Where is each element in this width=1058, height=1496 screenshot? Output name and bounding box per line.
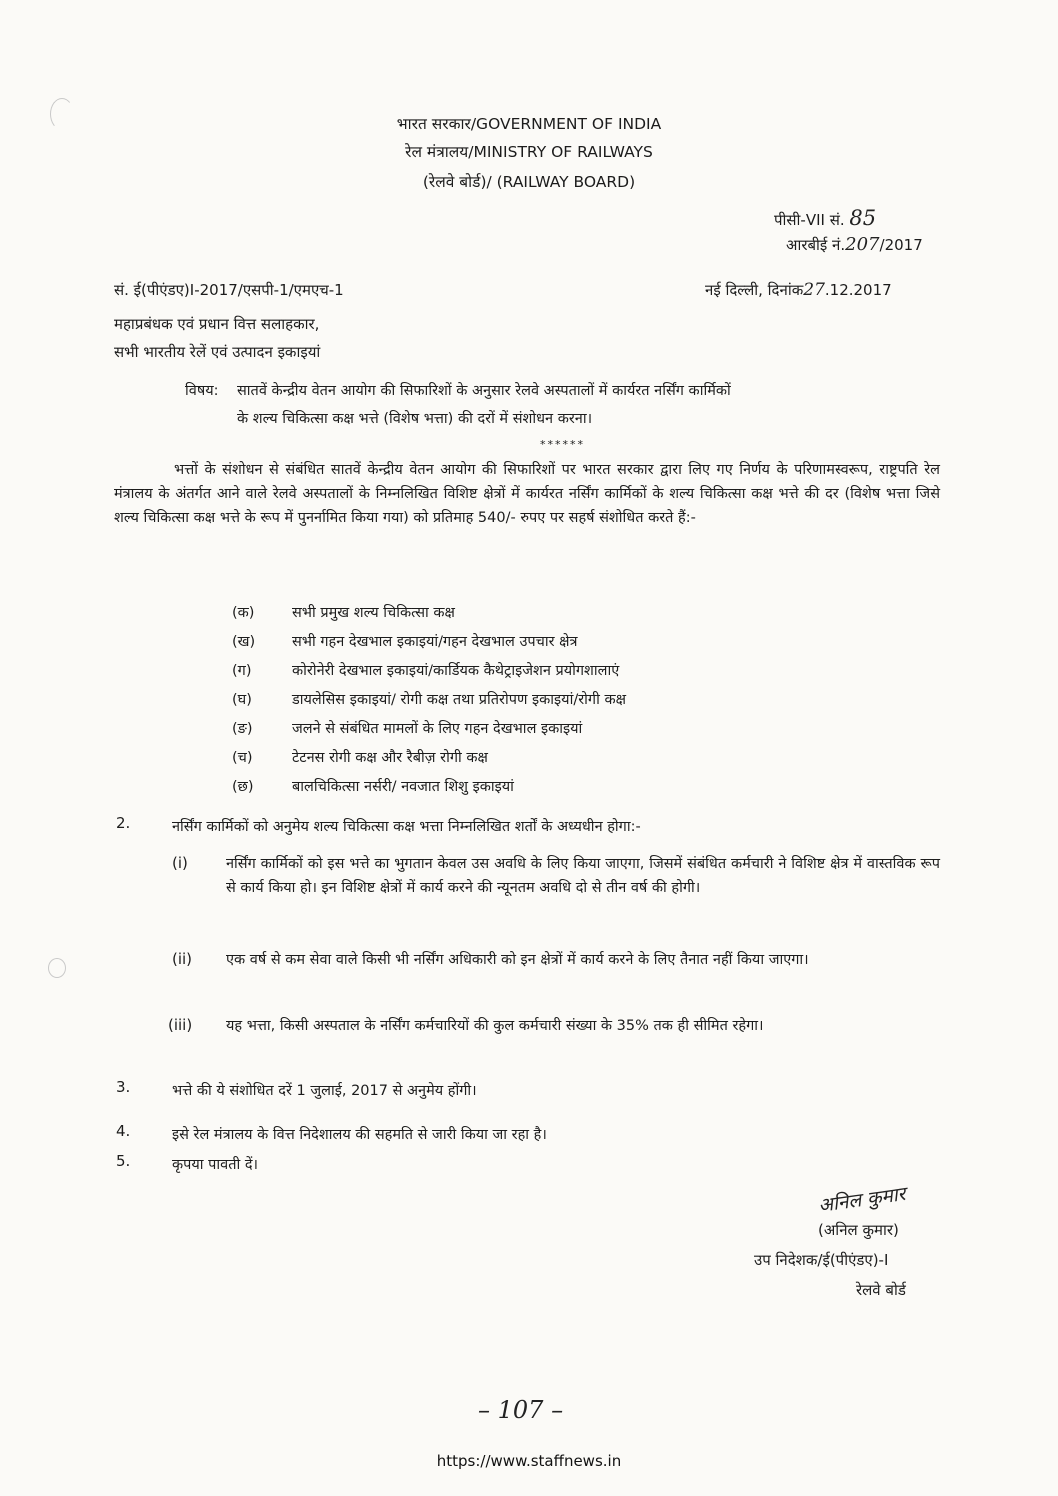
letter-date	[705, 280, 892, 300]
header-board: (रेलवे बोर्ड)/ (RAILWAY BOARD)	[422, 173, 636, 191]
condition-3-mark: (iii)	[168, 1016, 193, 1034]
condition-3-text: यह भत्ता, किसी अस्पताल के नर्सिंग कर्मचारियों की कुल कर्मचारी संख्या के 35% तक ही सीमित रहेगा।	[226, 1018, 764, 1034]
paragraph-2-text: नर्सिंग कार्मिकों को अनुमेय शल्य चिकित्सा कक्ष भत्ता निम्नलिखित शर्तों के अध्यधीन होगा:-	[172, 819, 641, 835]
paragraph-5-number: 5.	[116, 1152, 131, 1170]
condition-1-text: नर्सिंग कार्मिकों को इस भत्ते का भुगतान केवल उस अवधि के लिए किया जाएगा, जिसमें संबंधित कर्मचारी ने विशिष्ट क्षेत्र में वास्तविक रूप से कार्य किया हो। इन विशिष्ट क्षेत्रों में कार्य करने की न्यूनतम अवधि दो से तीन वर्ष की होगी।	[226, 856, 940, 896]
subject-line-2: के शल्य चिकित्सा कक्ष भत्ते (विशेष भत्ता) की दरों में संशोधन करना।	[237, 411, 593, 427]
header-ministry: रेल मंत्रालय/MINISTRY OF RAILWAYS	[405, 143, 653, 161]
footer-url[interactable]: https://www.staffnews.in	[436, 1452, 622, 1470]
paragraph-1: भत्तों के संशोधन से संबंधित सातवें केन्द्रीय वेतन आयोग की सिफारिशों पर भारत सरकार द्वारा लिए गए निर्णय के परिणामस्वरूप, राष्ट्रपति रेल मंत्रालय के अंतर्गत आने वाले रेलवे अस्पतालों के निम्नलिखित विशिष्ट क्षेत्रों में कार्यरत नर्सिंग कार्मिकों के शल्य चिकित्सा कक्ष भत्ते की दर (विशेष भत्ता जिसे शल्य चिकित्सा कक्ष भत्ते के रूप में पुनर्नामित किया गया) को प्रतिमाह 540/- रुपए पर सहर्ष संशोधित करते हैं:-	[114, 462, 940, 526]
list-item-mark: (छ)	[232, 779, 254, 795]
list-item-text: कोरोनेरी देखभाल इकाइयां/कार्डियक कैथेट्राइजेशन प्रयोगशालाएं	[292, 663, 620, 679]
rbe-number: 207	[845, 234, 880, 255]
paragraph-3-text: भत्ते की ये संशोधित दरें 1 जुलाई, 2017 से अनुमेय होंगी।	[172, 1083, 477, 1099]
signatory-office: रेलवे बोर्ड	[856, 1281, 906, 1299]
condition-1-mark: (i)	[172, 854, 188, 872]
list-item-mark: (ख)	[232, 634, 256, 650]
addressee-line-2: सभी भारतीय रेलें एवं उत्पादन इकाइयां	[114, 343, 321, 361]
subject-label: विषय:	[185, 383, 219, 399]
page-number: – 107 –	[478, 1396, 564, 1424]
paragraph-4-number: 4.	[116, 1122, 131, 1140]
rbe-reference	[786, 234, 923, 255]
pc-reference	[774, 206, 876, 230]
punch-hole-middle	[48, 958, 66, 978]
date-rest: .12.2017	[824, 281, 892, 299]
paragraph-2-number: 2.	[116, 814, 131, 832]
header-govt: भारत सरकार/GOVERNMENT OF INDIA	[396, 115, 662, 133]
signatory-designation: उप निदेशक/ई(पीएंडए)-I	[754, 1251, 889, 1269]
signature-scribble: अनिल कुमार	[817, 1183, 907, 1217]
signatory-name: (अनिल कुमार)	[818, 1221, 899, 1239]
rbe-label: आरबीई नं.	[786, 236, 846, 254]
list-item-mark: (ग)	[232, 663, 252, 679]
list-item-text: टेटनस रोगी कक्ष और रैबीज़ रोगी कक्ष	[292, 750, 488, 766]
list-item-mark: (घ)	[232, 692, 252, 708]
addressee-line-1: महाप्रबंधक एवं प्रधान वित्त सलाहकार,	[114, 315, 320, 333]
rbe-year: /2017	[879, 236, 923, 254]
list-item-mark: (च)	[232, 750, 253, 766]
list-item-text: सभी प्रमुख शल्य चिकित्सा कक्ष	[292, 605, 455, 621]
list-item-text: बालचिकित्सा नर्सरी/ नवजात शिशु इकाइयां	[292, 779, 514, 795]
areas-list	[232, 602, 932, 802]
condition-2-text: एक वर्ष से कम सेवा वाले किसी भी नर्सिंग अधिकारी को इन क्षेत्रों में कार्य करने के लिए तैनात नहीं किया जाएगा।	[226, 952, 809, 968]
list-item-mark: (क)	[232, 605, 255, 621]
date-label: नई दिल्ली, दिनांक	[705, 281, 804, 299]
list-item-mark: (ङ)	[232, 721, 253, 737]
subject-divider: ******	[540, 438, 585, 451]
condition-2-mark: (ii)	[172, 950, 193, 968]
list-item-text: डायलेसिस इकाइयां/ रोगी कक्ष तथा प्रतिरोपण इकाइयां/रोगी कक्ष	[292, 692, 626, 708]
pc-number: 85	[849, 206, 877, 230]
paragraph-4-text: इसे रेल मंत्रालय के वित्त निदेशालय की सहमति से जारी किया जा रहा है।	[172, 1127, 547, 1143]
list-item-text: सभी गहन देखभाल इकाइयां/गहन देखभाल उपचार क्षेत्र	[292, 634, 578, 650]
list-item-text: जलने से संबंधित मामलों के लिए गहन देखभाल इकाइयां	[292, 721, 583, 737]
date-day: 27	[803, 280, 825, 300]
paragraph-5-text: कृपया पावती दें।	[172, 1157, 259, 1173]
file-number: सं. ई(पीएंडए)I-2017/एसपी-1/एमएच-1	[114, 281, 344, 299]
subject-line-1: सातवें केन्द्रीय वेतन आयोग की सिफारिशों के अनुसार रेलवे अस्पतालों में कार्यरत नर्सिंग कार्मिकों	[237, 383, 731, 399]
paragraph-3-number: 3.	[116, 1078, 131, 1096]
pc-label: पीसी-VII सं.	[774, 211, 845, 229]
